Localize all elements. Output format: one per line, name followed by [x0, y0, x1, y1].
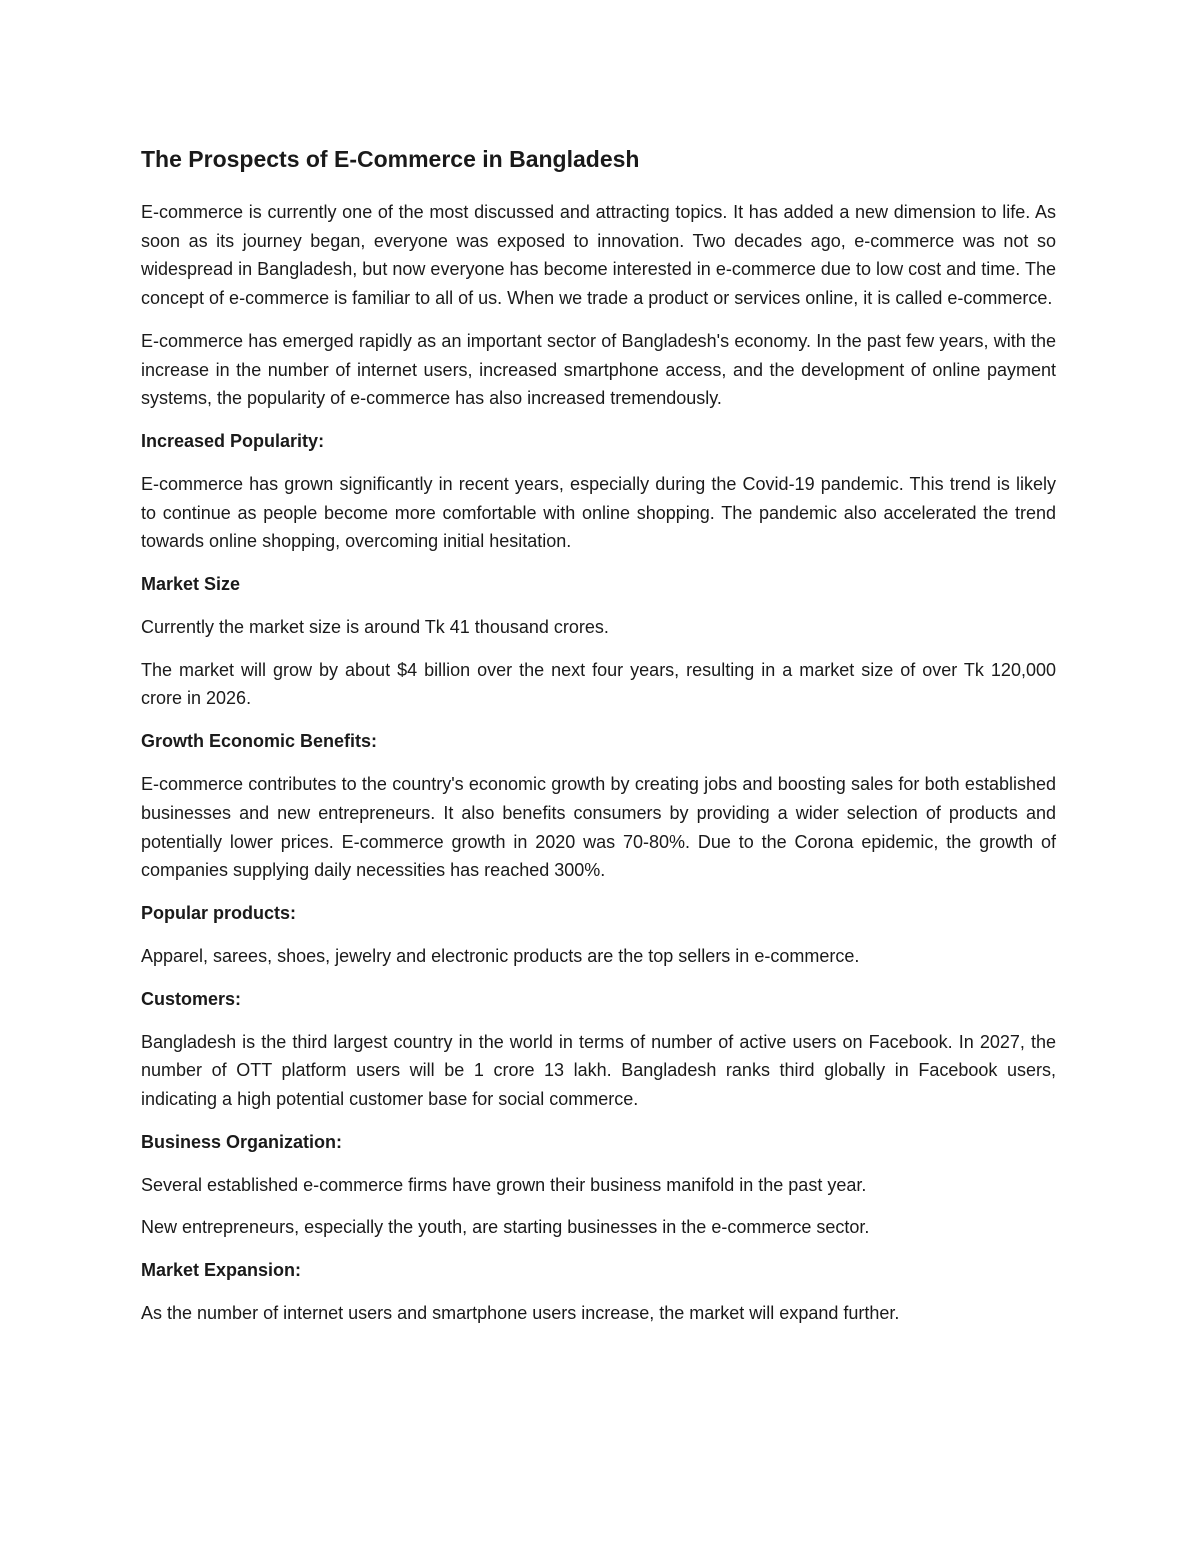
section-paragraph: E-commerce contributes to the country's economic growth by creating jobs and boosting sales for both established businesses and new entrepreneurs. It also benefits consumers by providing a wider selection of products and potentially lower prices. E-commerce growth in 2020 was 70-80%. Due to the Corona epidemic, the growth of companies supplying daily necessities has reached 300%.	[141, 774, 1056, 881]
section-paragraph: Several established e-commerce firms have grown their business manifold in the past year.	[141, 1174, 867, 1195]
section-increased-popularity	[141, 427, 1056, 556]
section-business-organization	[141, 1128, 1056, 1242]
section-paragraph: As the number of internet users and smartphone users increase, the market will expand further.	[141, 1303, 900, 1324]
section-heading: Business Organization:	[141, 1131, 343, 1152]
section-customers	[141, 985, 1056, 1114]
document-title: The Prospects of E-Commerce in Bangladesh	[141, 146, 640, 172]
section-paragraph: New entrepreneurs, especially the youth, are starting businesses in the e-commerce sector.	[141, 1217, 870, 1238]
section-paragraph: E-commerce has grown significantly in recent years, especially during the Covid-19 pandemic. This trend is likely to continue as people become more comfortable with online shopping. The pandemic also accelerated the trend towards online shopping, overcoming initial hesitation.	[141, 473, 1056, 552]
section-growth-economic-benefits	[141, 727, 1056, 885]
section-heading: Market Expansion:	[141, 1260, 302, 1281]
section-heading: Popular products:	[141, 902, 297, 923]
section-paragraph: Currently the market size is around Tk 41 thousand crores.	[141, 617, 609, 638]
section-heading: Growth Economic Benefits:	[141, 731, 378, 752]
intro-paragraph: E-commerce is currently one of the most discussed and attracting topics. It has added a new dimension to life. As soon as its journey began, everyone was exposed to innovation. Two decades ago, e-commerce was not so widespread in Bangladesh, but now everyone has become interested in e-commerce due to low cost and time. The concept of e-commerce is familiar to all of us. When we trade a product or services online, it is called e-commerce.	[141, 202, 1056, 309]
intro-paragraph: E-commerce has emerged rapidly as an important sector of Bangladesh's economy. In the past few years, with the increase in the number of internet users, increased smartphone access, and the development of online payment systems, the popularity of e-commerce has also increased tremendously.	[141, 330, 1056, 409]
section-paragraph: Bangladesh is the third largest country in the world in terms of number of active users on Facebook. In 2027, the number of OTT platform users will be 1 crore 13 lakh. Bangladesh ranks third globally in Facebook users, indicating a high potential customer base for social commerce.	[141, 1031, 1056, 1110]
section-market-size	[141, 570, 1056, 713]
section-heading: Market Size	[141, 574, 241, 595]
section-paragraph: Apparel, sarees, shoes, jewelry and electronic products are the top sellers in e-commerce.	[141, 945, 860, 966]
section-heading: Increased Popularity:	[141, 430, 325, 451]
section-popular-products	[141, 899, 1056, 971]
section-heading: Customers:	[141, 988, 242, 1009]
section-market-expansion	[141, 1256, 1056, 1328]
section-paragraph: The market will grow by about $4 billion over the next four years, resulting in a market size of over Tk 120,000 crore in 2026.	[141, 659, 1056, 709]
